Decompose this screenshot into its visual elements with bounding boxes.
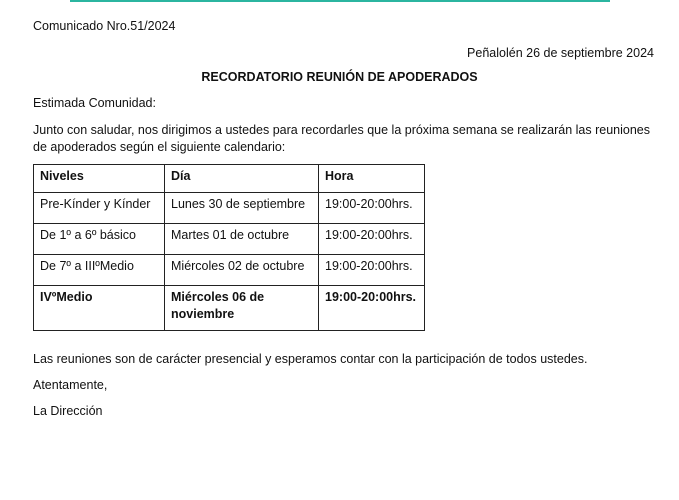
table-row	[34, 193, 425, 224]
schedule-table	[33, 164, 425, 331]
cell-hora: 19:00-20:00hrs.	[319, 224, 425, 255]
closing-paragraph: Las reuniones son de carácter presencial y esperamos contar con la participación de todos ustedes.	[33, 352, 588, 366]
greeting: Estimada Comunidad:	[33, 96, 156, 110]
cell-nivel: Pre-Kínder y Kínder	[34, 193, 165, 224]
document-title: RECORDATORIO REUNIÓN DE APODERADOS	[201, 70, 478, 84]
table-header-row	[34, 165, 425, 193]
header-dia: Día	[165, 165, 319, 193]
cell-hora: 19:00-20:00hrs.	[319, 255, 425, 286]
cell-dia: Miércoles 06 de noviembre	[165, 286, 319, 331]
cell-hora: 19:00-20:00hrs.	[319, 286, 425, 331]
comunicado-number: Comunicado Nro.51/2024	[33, 19, 176, 33]
cell-nivel: De 7º a IIIºMedio	[34, 255, 165, 286]
document-date: Peñalolén 26 de septiembre 2024	[467, 46, 654, 60]
table-row	[34, 224, 425, 255]
sign-off: Atentamente,	[33, 378, 108, 392]
intro-paragraph: Junto con saludar, nos dirigimos a ustedes para recordarles que la próxima semana se realizarán las reuniones de apoderados según el siguiente calendario:	[33, 123, 651, 154]
signature: La Dirección	[33, 404, 103, 418]
cell-dia: Lunes 30 de septiembre	[165, 193, 319, 224]
table-row	[34, 286, 425, 331]
cell-hora: 19:00-20:00hrs.	[319, 193, 425, 224]
header-hora: Hora	[319, 165, 425, 193]
cell-dia: Miércoles 02 de octubre	[165, 255, 319, 286]
header-accent-line	[70, 0, 610, 2]
table-row	[34, 255, 425, 286]
header-niveles: Niveles	[34, 165, 165, 193]
cell-dia: Martes 01 de octubre	[165, 224, 319, 255]
cell-nivel: De 1º a 6º básico	[34, 224, 165, 255]
cell-nivel: IVºMedio	[34, 286, 165, 331]
